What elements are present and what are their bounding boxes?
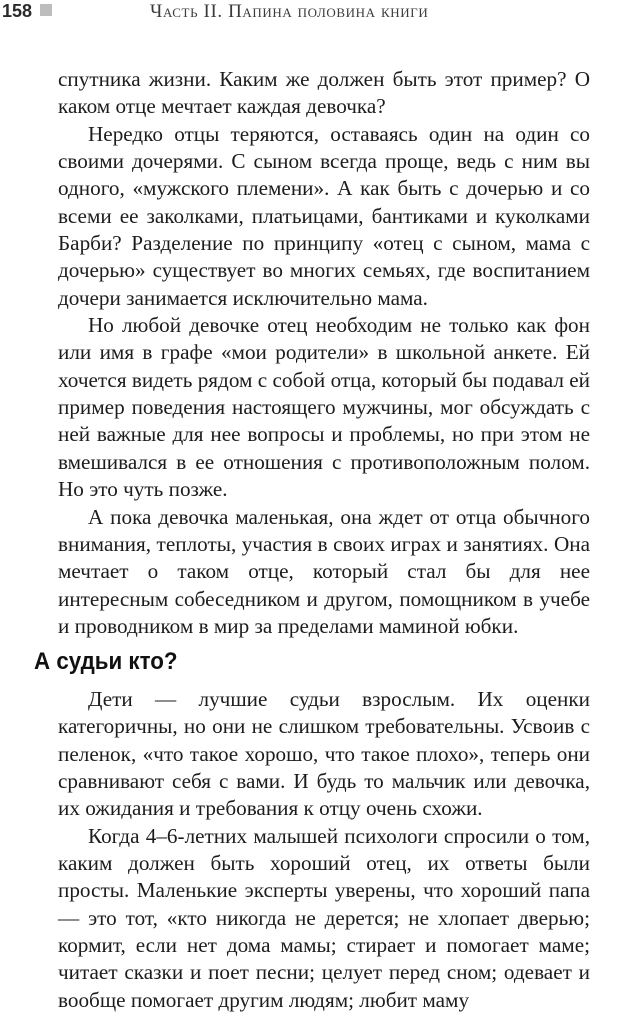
- square-marker-icon: [40, 4, 52, 16]
- running-title: Часть II. Папина половина книги: [150, 1, 429, 22]
- paragraph: спутника жизни. Каким же должен быть этот пример? О каком отце мечтает каждая девочка?: [58, 67, 590, 119]
- paragraph: Но любой девочке отец необходим не только как фон или имя в графе «мои родители» в школьной анкете. Ей хочется видеть рядом с собой отца, который бы подавал ей пример поведения настоящего мужчины, мог обсуждать с ней важные для нее вопросы и проблемы, но при этом не вмешивался в ее отношения с противоположным полом. Но это чуть позже.: [58, 313, 590, 502]
- paragraph: Дети — лучшие судьи взрослым. Их оценки категоричны, но они не слишком требовательны. Усвоив с пеленок, «что такое хорошо, что такое плохо», теперь они сравнивают себя с вами. И будь то мальчик или девочка, их ожидания и требования к отцу очень схожи.: [58, 687, 590, 821]
- running-head: [0, 0, 620, 26]
- body-text-top: [58, 66, 590, 640]
- body-text-section: [58, 686, 590, 1014]
- page-number: 158: [2, 1, 33, 21]
- paragraph: А пока девочка маленькая, она ждет от отца обычного внимания, теплоты, участия в своих играх и занятиях. Она мечтает о таком отце, который стал бы для нее интересным собеседником и другом, помощником в учебе и проводником в мир за пределами маминой юбки.: [58, 504, 590, 638]
- section-heading: А судьи кто?: [34, 648, 178, 675]
- paragraph: Когда 4–6-летних малышей психологи спросили о том, каким должен быть хороший отец, их ответы были просты. Маленькие эксперты уверены, что хороший папа — это тот, «кто никогда не дерется; не хлопает дверью; кормит, если нет дома мамы; стирает и помогает маме; читает сказки и поет песни; целует перед сном; одевает и вообще помогает другим людям; любит маму: [58, 823, 590, 1012]
- paragraph: Нередко отцы теряются, оставаясь один на один со своими дочерями. С сыном всегда проще, ведь с ним вы одного, «мужского племени». А как быть с дочерью и со всеми ее заколками, платьицами, бантиками и куколками Барби? Разделение по принципу «отец с сыном, мама с дочерью» существует во многих семьях, где воспитанием дочери занимается исключительно мама.: [58, 121, 590, 310]
